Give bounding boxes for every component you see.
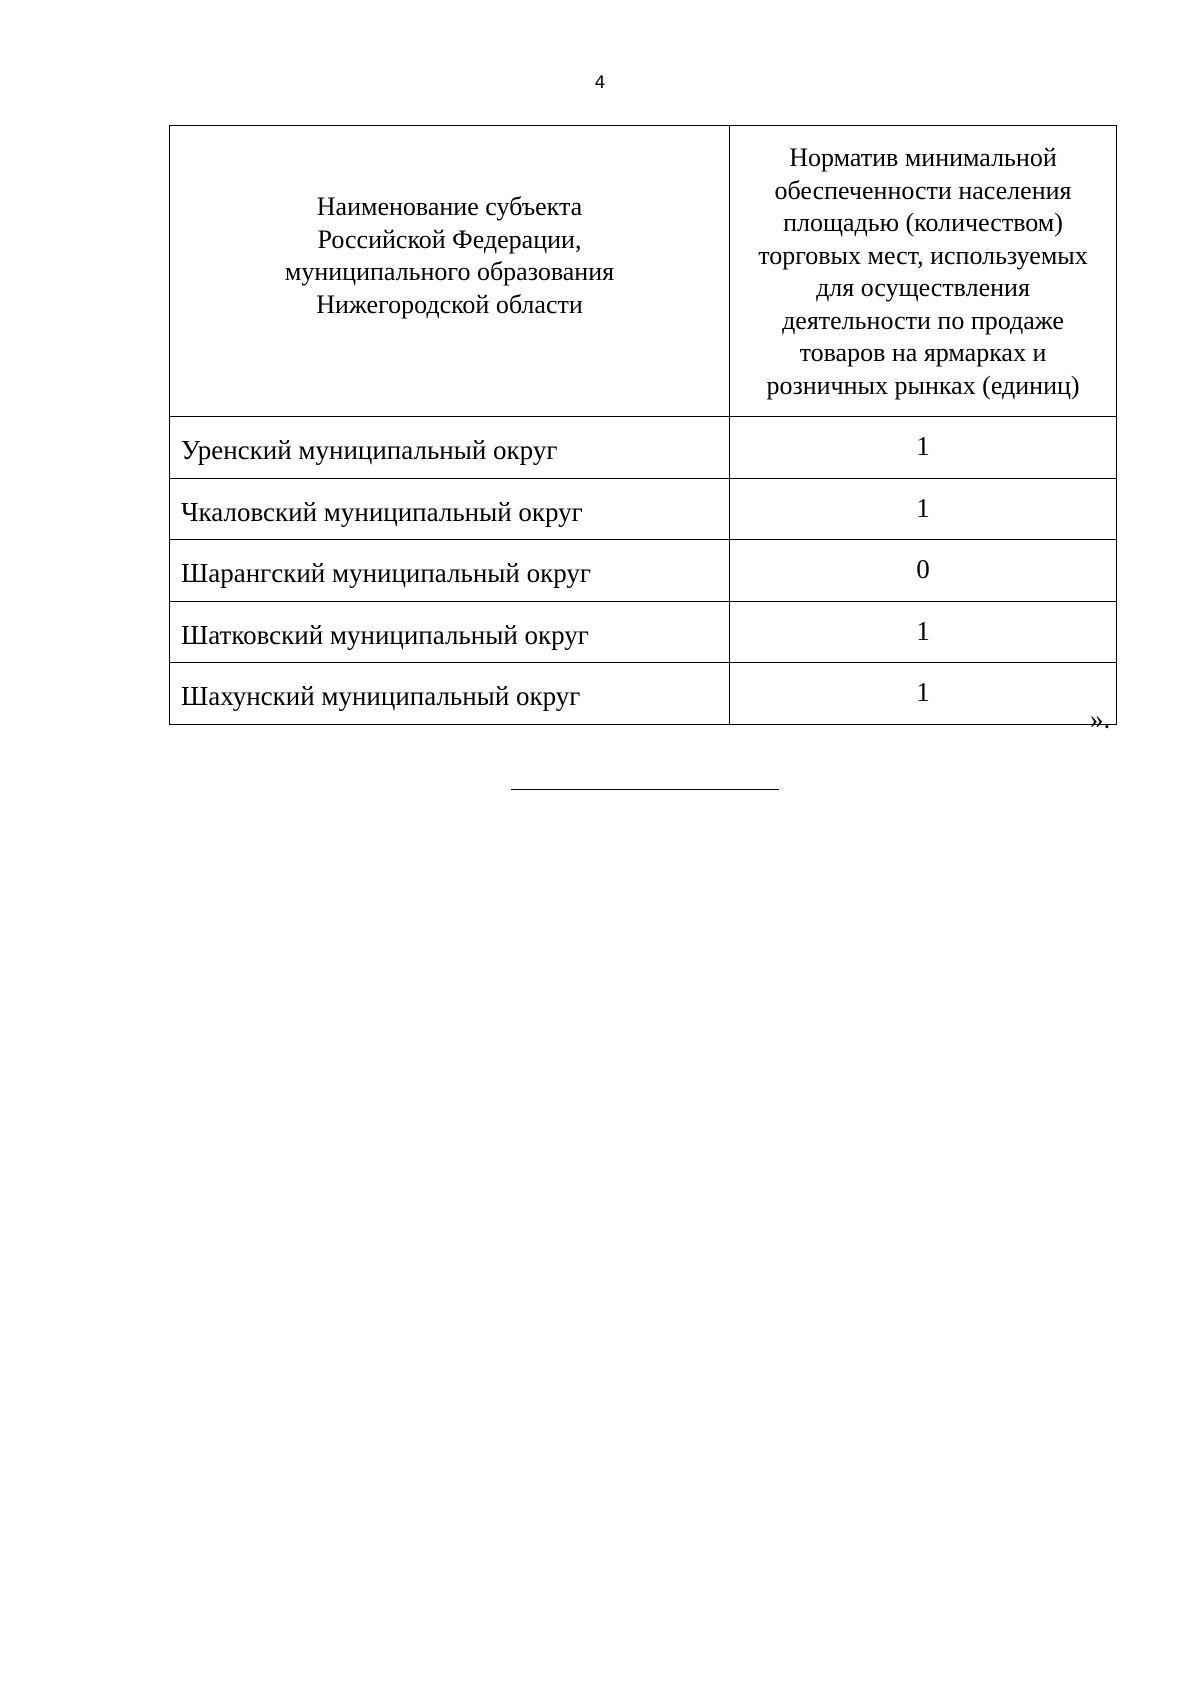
- header-value-column: [730, 126, 1117, 417]
- row-name-cell: Шатковский муниципальный округ: [170, 601, 730, 663]
- closing-quote-mark: ».: [1090, 704, 1111, 734]
- row-name-cell: Шахунский муниципальный округ: [170, 663, 730, 725]
- end-separator-line: [511, 789, 779, 790]
- standards-table: [169, 125, 1117, 725]
- header-name-text: Наименование субъекта Российской Федерации, муниципального образования Нижегородской области: [284, 192, 615, 319]
- row-value-cell: 1: [730, 478, 1117, 540]
- page-number: 4: [594, 73, 606, 93]
- row-name-cell: Чкаловский муниципальный округ: [170, 478, 730, 540]
- table-row: [170, 601, 1117, 663]
- table-row: [170, 417, 1117, 479]
- table-row: [170, 663, 1117, 725]
- row-value-cell: 1: [730, 601, 1117, 663]
- table-header-row: [170, 126, 1117, 417]
- table-row: [170, 540, 1117, 602]
- row-value-cell: 1: [730, 663, 1117, 725]
- table-row: [170, 478, 1117, 540]
- row-name-cell: Шарангский муниципальный округ: [170, 540, 730, 602]
- row-value-cell: 1: [730, 417, 1117, 479]
- header-name-column: [170, 126, 730, 417]
- row-value-cell: 0: [730, 540, 1117, 602]
- header-value-text: Норматив минимальной обеспеченности населения площадью (количеством) торговых мест, используемых для осуществления деятельности по продаже товаров на ярмарках и розничных рынках (единиц): [758, 143, 1088, 400]
- row-name-cell: Уренский муниципальный округ: [170, 417, 730, 479]
